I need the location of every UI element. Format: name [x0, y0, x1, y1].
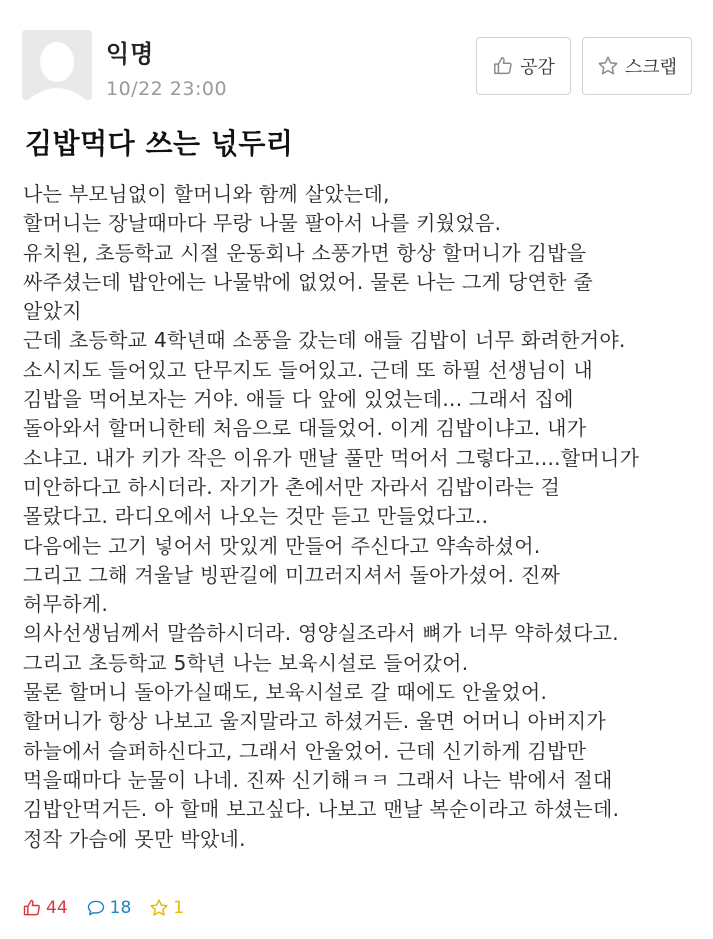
post-stats	[22, 898, 202, 918]
user-silhouette-icon	[22, 30, 92, 100]
scrap-button-label: 스크랩	[624, 57, 678, 78]
comment-count-value: 18	[109, 898, 132, 918]
star-icon	[597, 55, 619, 77]
body-line: 김밥안먹거든. 아 할매 보고싶다. 나보고 맨날 복순이라고 하셨는데.	[23, 797, 620, 822]
body-line: 다음에는 고기 넣어서 맛있게 만들어 주신다고 약속하셨어.	[23, 533, 541, 558]
body-line: 싸주셨는데 밥안에는 나물밖에 없었어. 물론 나는 그게 당연한 줄	[23, 269, 594, 294]
scrap-count	[149, 898, 184, 918]
post-title: 김밥먹다 쓰는 넋두리	[25, 127, 294, 160]
body-line: 몰랐다고. 라디오에서 나오는 것만 듣고 만들었다고..	[23, 504, 489, 529]
body-line: 그리고 그해 겨울날 빙판길에 미끄러지셔서 돌아가셨어. 진짜	[23, 562, 561, 587]
like-count-value: 44	[46, 898, 68, 918]
scrap-count-value: 1	[173, 898, 185, 918]
body-line: 하늘에서 슬퍼하신다고, 그래서 안울었어. 근데 신기하게 김밥만	[23, 738, 587, 763]
like-button[interactable]	[476, 37, 571, 95]
body-line: 의사선생님께서 말씀하시더라. 영양실조라서 뼈가 너무 약하셨다고.	[23, 621, 619, 646]
body-line: 할머니는 장날때마다 무랑 나물 팔아서 나를 키웠었음.	[23, 211, 502, 236]
body-line: 돌아와서 할머니한테 처음으로 대들었어. 이게 김밥이냐고. 내가	[23, 416, 587, 441]
body-line: 먹을때마다 눈물이 나네. 진짜 신기해ㅋㅋ 그래서 나는 밖에서 절대	[23, 767, 613, 792]
post-date: 10/22 23:00	[106, 78, 228, 100]
like-count	[22, 898, 68, 918]
like-button-label: 공감	[520, 57, 555, 78]
body-line: 소시지도 들어있고 단무지도 들어있고. 근데 또 하필 선생님이 내	[23, 357, 594, 382]
thumbs-up-icon	[22, 898, 42, 918]
body-line: 그리고 초등학교 5학년 나는 보육시설로 들어갔어.	[23, 650, 469, 675]
body-line: 소냐고. 내가 키가 작은 이유가 맨날 풀만 먹어서 그렇다고....할머니가	[23, 445, 640, 470]
body-line: 미안하다고 하시더라. 자기가 촌에서만 자라서 김밥이라는 걸	[23, 474, 561, 499]
body-line: 나는 부모님없이 할머니와 함께 살았는데,	[23, 182, 390, 206]
thumbs-up-icon	[492, 55, 514, 77]
body-line: 김밥을 먹어보자는 거야. 애들 다 앞에 있었는데... 그래서 집에	[23, 387, 574, 412]
body-line: 정작 가슴에 못만 박았네.	[23, 826, 246, 851]
author-name: 익명	[106, 40, 155, 68]
post-header	[22, 30, 692, 102]
body-line: 할머니가 항상 나보고 울지말라고 하셨거든. 울면 어머니 아버지가	[23, 709, 606, 734]
scrap-button[interactable]	[582, 37, 692, 95]
body-line: 근데 초등학교 4학년때 소풍을 갔는데 애들 김밥이 너무 화려한거야.	[23, 328, 626, 353]
post-body	[23, 180, 698, 854]
avatar	[22, 30, 92, 100]
body-line: 알았지	[23, 299, 82, 324]
speech-bubble-icon	[86, 898, 106, 918]
body-line: 허무하게.	[23, 592, 109, 617]
comment-count	[86, 898, 132, 918]
star-icon	[149, 898, 169, 918]
body-line: 유치원, 초등학교 시절 운동회나 소풍가면 항상 할머니가 김밥을	[23, 240, 587, 265]
body-line: 물론 할머니 돌아가실때도, 보육시설로 갈 때에도 안울었어.	[23, 680, 548, 705]
